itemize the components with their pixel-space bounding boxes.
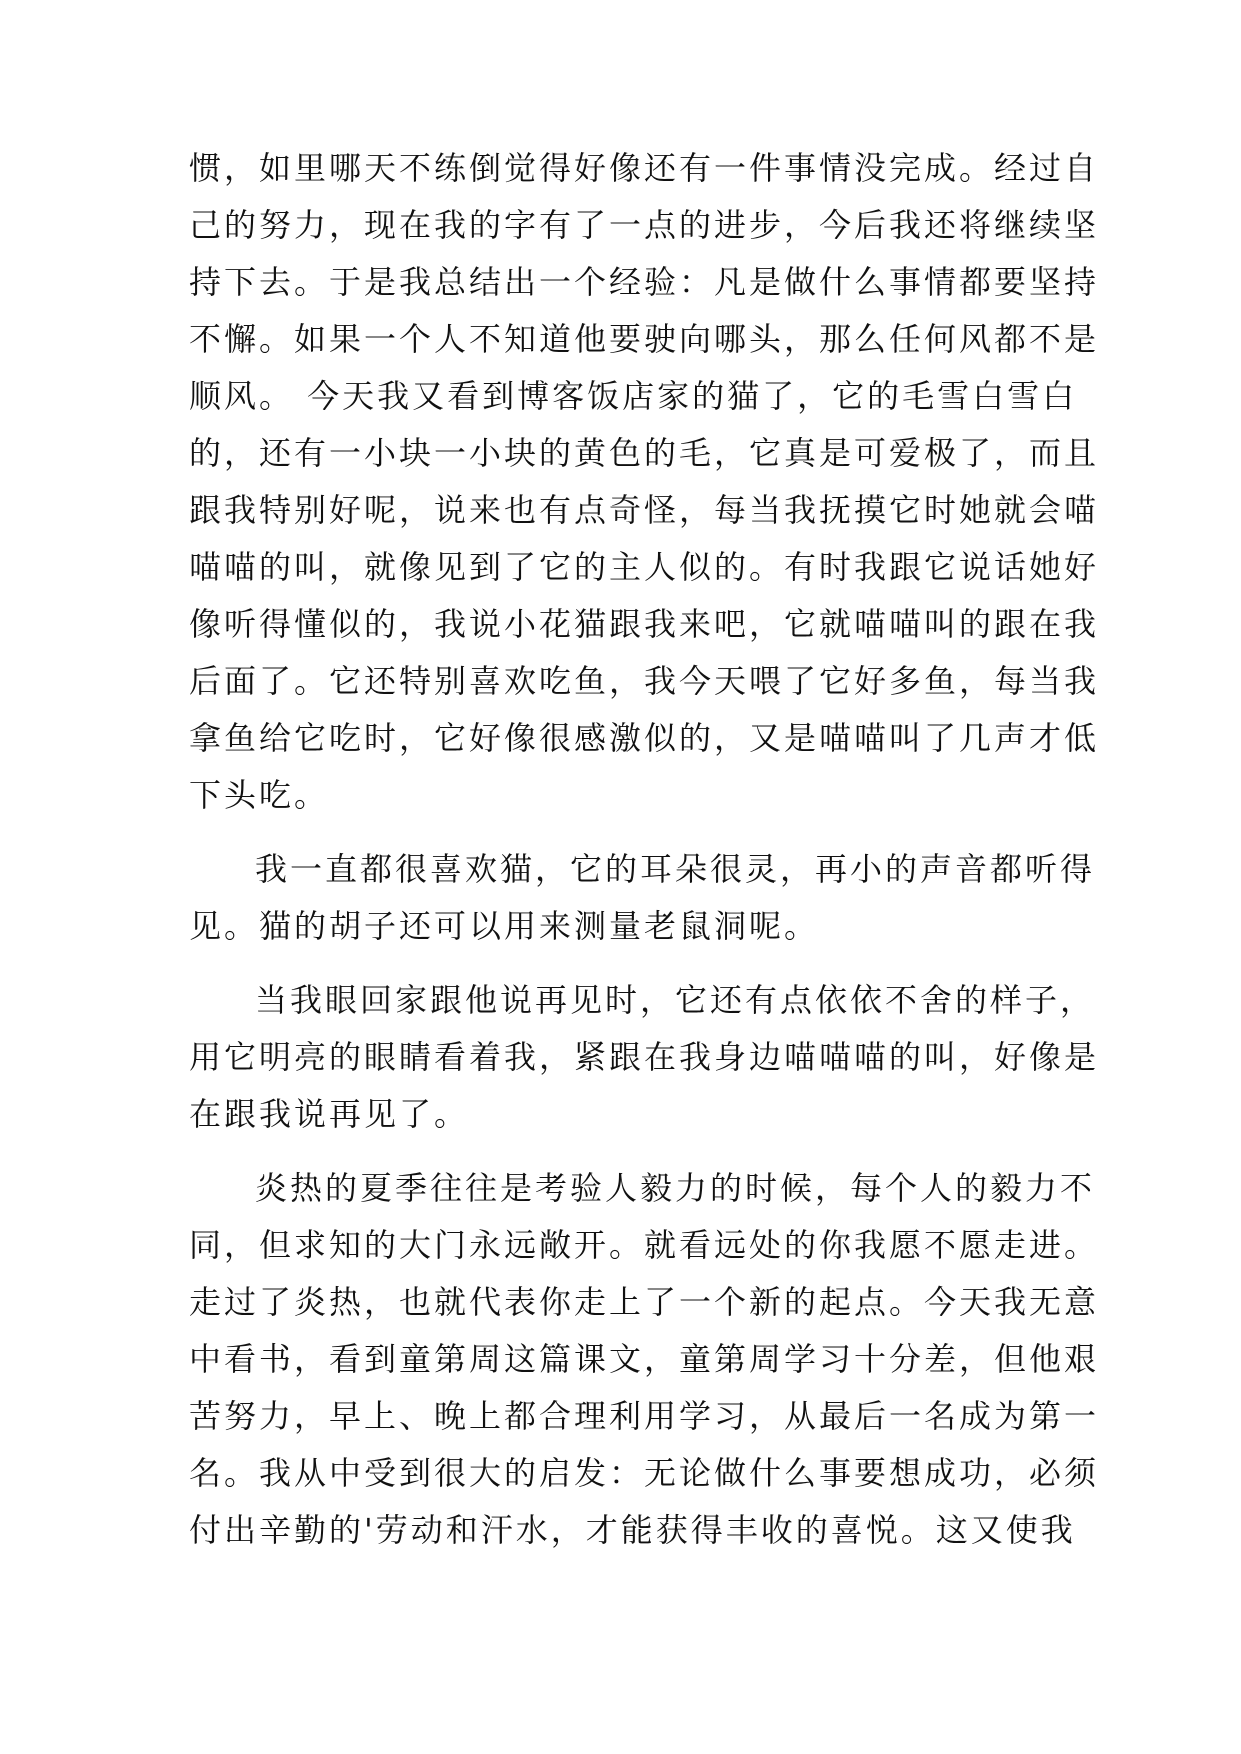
text-line: 顺风。 今天我又看到博客饭店家的猫了，它的毛雪白雪白	[189, 377, 1078, 415]
text-line: 跟我特别好呢，说来也有点奇怪，每当我抚摸它时她就会喵	[189, 491, 1100, 529]
text-line: 付出辛勤的'劳动和汗水，才能获得丰收的喜悦。这又使我	[189, 1511, 1076, 1549]
text-line: 下头吃。	[189, 776, 330, 814]
text-line: 拿鱼给它吃时，它好像很感激似的，又是喵喵叫了几声才低	[189, 719, 1100, 757]
text-line: 惯，如里哪天不练倒觉得好像还有一件事情没完成。经过自	[189, 149, 1100, 187]
text-line: 的，还有一小块一小块的黄色的毛，它真是可爱极了，而且	[189, 434, 1100, 472]
paragraph-first-line: 当我眼回家跟他说再见时，它还有点依依不舍的样子，	[255, 981, 1096, 1019]
text-line: 不懈。如果一个人不知道他要驶向哪头，那么任何风都不是	[189, 320, 1100, 358]
text-line: 同，但求知的大门永远敞开。就看远处的你我愿不愿走进。	[189, 1226, 1100, 1264]
text-line: 名。我从中受到很大的启发：无论做什么事要想成功，必须	[189, 1454, 1100, 1492]
text-line: 苦努力，早上、晚上都合理利用学习，从最后一名成为第一	[189, 1397, 1100, 1435]
text-line: 走过了炎热，也就代表你走上了一个新的起点。今天我无意	[189, 1283, 1100, 1321]
text-line: 见。猫的胡子还可以用来测量老鼠洞呢。	[189, 907, 820, 945]
text-line: 持下去。于是我总结出一个经验：凡是做什么事情都要坚持	[189, 263, 1100, 301]
body-text	[189, 140, 1100, 1559]
text-line: 在跟我说再见了。	[189, 1095, 470, 1133]
paragraph-first-line: 我一直都很喜欢猫，它的耳朵很灵，再小的声音都听得	[255, 850, 1096, 888]
paragraph-first-line: 炎热的夏季往往是考验人毅力的时候，每个人的毅力不	[255, 1169, 1096, 1207]
text-line: 后面了。它还特别喜欢吃鱼，我今天喂了它好多鱼，每当我	[189, 662, 1100, 700]
text-line: 己的努力，现在我的字有了一点的进步，今后我还将继续坚	[189, 206, 1100, 244]
text-line: 中看书，看到童第周这篇课文，童第周学习十分差，但他艰	[189, 1340, 1100, 1378]
text-line: 用它明亮的眼睛看着我，紧跟在我身边喵喵喵的叫，好像是	[189, 1038, 1100, 1076]
text-line: 喵喵的叫，就像见到了它的主人似的。有时我跟它说话她好	[189, 548, 1100, 586]
text-line: 像听得懂似的，我说小花猫跟我来吧，它就喵喵叫的跟在我	[189, 605, 1100, 643]
